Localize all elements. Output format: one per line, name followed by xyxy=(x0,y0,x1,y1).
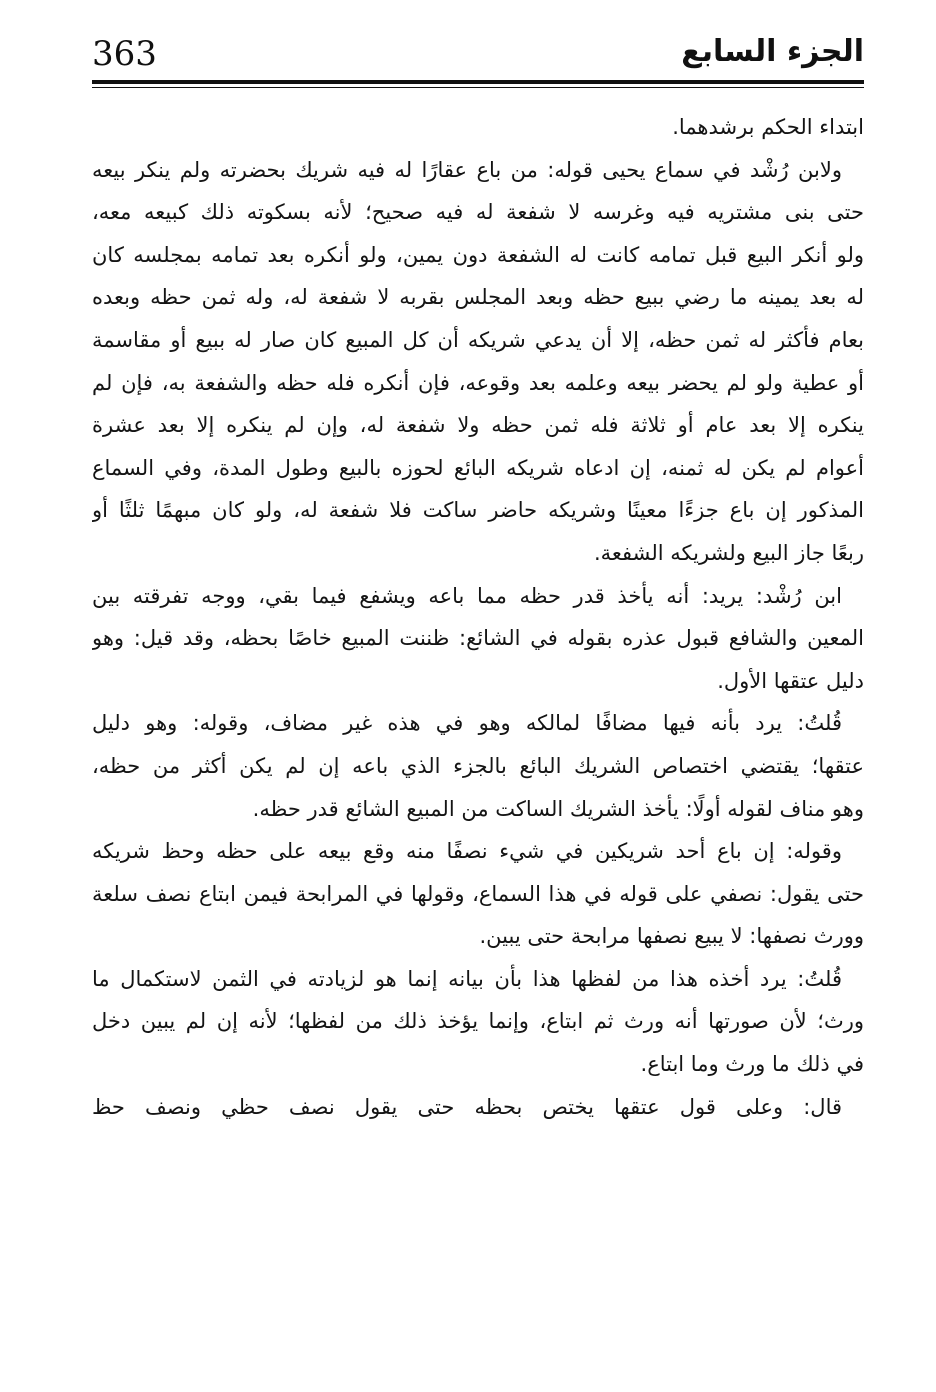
text-line: ابن رُشْد: يريد: أنه يأخذ قدر حظه مما باعه ويشفع فيما بقي، ووجه تفرقته بين xyxy=(92,583,842,608)
text-line: له بعد يمينه ما رضي ببيع حظه وبعد المجلس بقربه لا شفعة له، وله ثمن حظه وبعده xyxy=(92,285,864,310)
text-line: ورث؛ لأن صورتها أنه ورث ثم ابتاع، وإنما يؤخذ ذلك من لفظها؛ لأنه إن لم يبين دخل xyxy=(92,1009,864,1034)
page-header xyxy=(92,30,864,88)
text-line: ابتداء الحكم برشدهما. xyxy=(672,115,864,139)
text-line: المعين والشافع قبول عذره بقوله في الشائع: ظننت المبيع خاصًا بحظه، وقد قيل: وهو xyxy=(92,626,864,651)
running-title: الجزء السابع xyxy=(681,34,864,69)
text-line: قُلتُ: يرد بأنه فيها مضافًا لمالكه وهو في هذه غير مضاف، وقوله: وهو دليل xyxy=(92,711,842,736)
page-number: 363 xyxy=(92,34,157,74)
text-line: دليل عتقها الأول. xyxy=(717,668,864,693)
text-line: ينكره إلا بعد عام أو ثلاثة فله ثمن حظه ولا شفعة له، وإن لم ينكره إلا بعد عشرة xyxy=(92,413,864,438)
text-line: أو عطية ولو لم يحضر بيعه وعلمه بعد وقوعه، فإن أنكره فله حظه والشفعة به، فإن لم xyxy=(92,370,864,395)
text-line: ولابن رُشْد في سماع يحيى قوله: من باع عقارًا له فيه شريك بحضرته ولم ينكر بيعه xyxy=(92,157,842,182)
text-line: حتى يقول: نصفي على قوله في هذا السماع، وقولها في المرابحة فيمن ابتاع نصف سلعة xyxy=(92,881,864,906)
text-line: وقوله: إن باع أحد شريكين في شيء نصفًا منه وقع بيعه على حظه وحظ شريكه xyxy=(92,839,842,864)
header-rule-thin xyxy=(92,87,864,88)
header-rule-thick xyxy=(92,80,864,84)
main-text xyxy=(92,106,864,1128)
text-line: ولو أنكر البيع قبل تمامه كانت له الشفعة دون يمين، ولو أنكره بعد تمامه بمجلسه كان xyxy=(92,242,864,267)
text-line: بعام فأكثر له ثمن حظه، إلا أن يدعي شريكه أن كل المبيع كان صار له ببيع أو مقاسمة xyxy=(92,327,864,352)
text-line: قُلتُ: يرد أخذه هذا من لفظها هذا بأن بيانه إنما هو لزيادته في الثمن لاستكمال ما xyxy=(92,966,842,991)
text-line: أعوام لم يكن له ثمنه، إن ادعاه شريكه البائع لحوزه بالبيع وطول المدة، وفي السماع xyxy=(92,455,864,480)
text-line: قال: وعلى قول عتقها يختص بحظه حتى يقول نصف حظي ونصف حظ xyxy=(92,1094,842,1119)
text-line: عتقها؛ يقتضي اختصاص الشريك البائع بالجزء الذي باعه إن لم يكن أكثر من حظه، xyxy=(92,753,864,778)
text-line: المذكور إن باع جزءًا معينًا وشريكه حاضر ساكت فلا شفعة له، ولو كان مبهمًا ثلثًا أو xyxy=(92,498,864,523)
text-line: وورث نصفها: لا يبيع نصفها مرابحة حتى يبين. xyxy=(479,924,864,949)
text-line: ربعًا جاز البيع ولشريكه الشفعة. xyxy=(593,540,864,565)
text-line: حتى بنى مشتريه فيه وغرسه لا شفعة له فيه صحيح؛ لأنه بسكوته ذلك كبيعه معه، xyxy=(92,200,864,225)
text-line: في ذلك ما ورث وما ابتاع. xyxy=(640,1052,864,1077)
text-line: وهو مناف لقوله أولًا: يأخذ الشريك الساكت من المبيع الشائع قدر حظه. xyxy=(252,796,864,821)
